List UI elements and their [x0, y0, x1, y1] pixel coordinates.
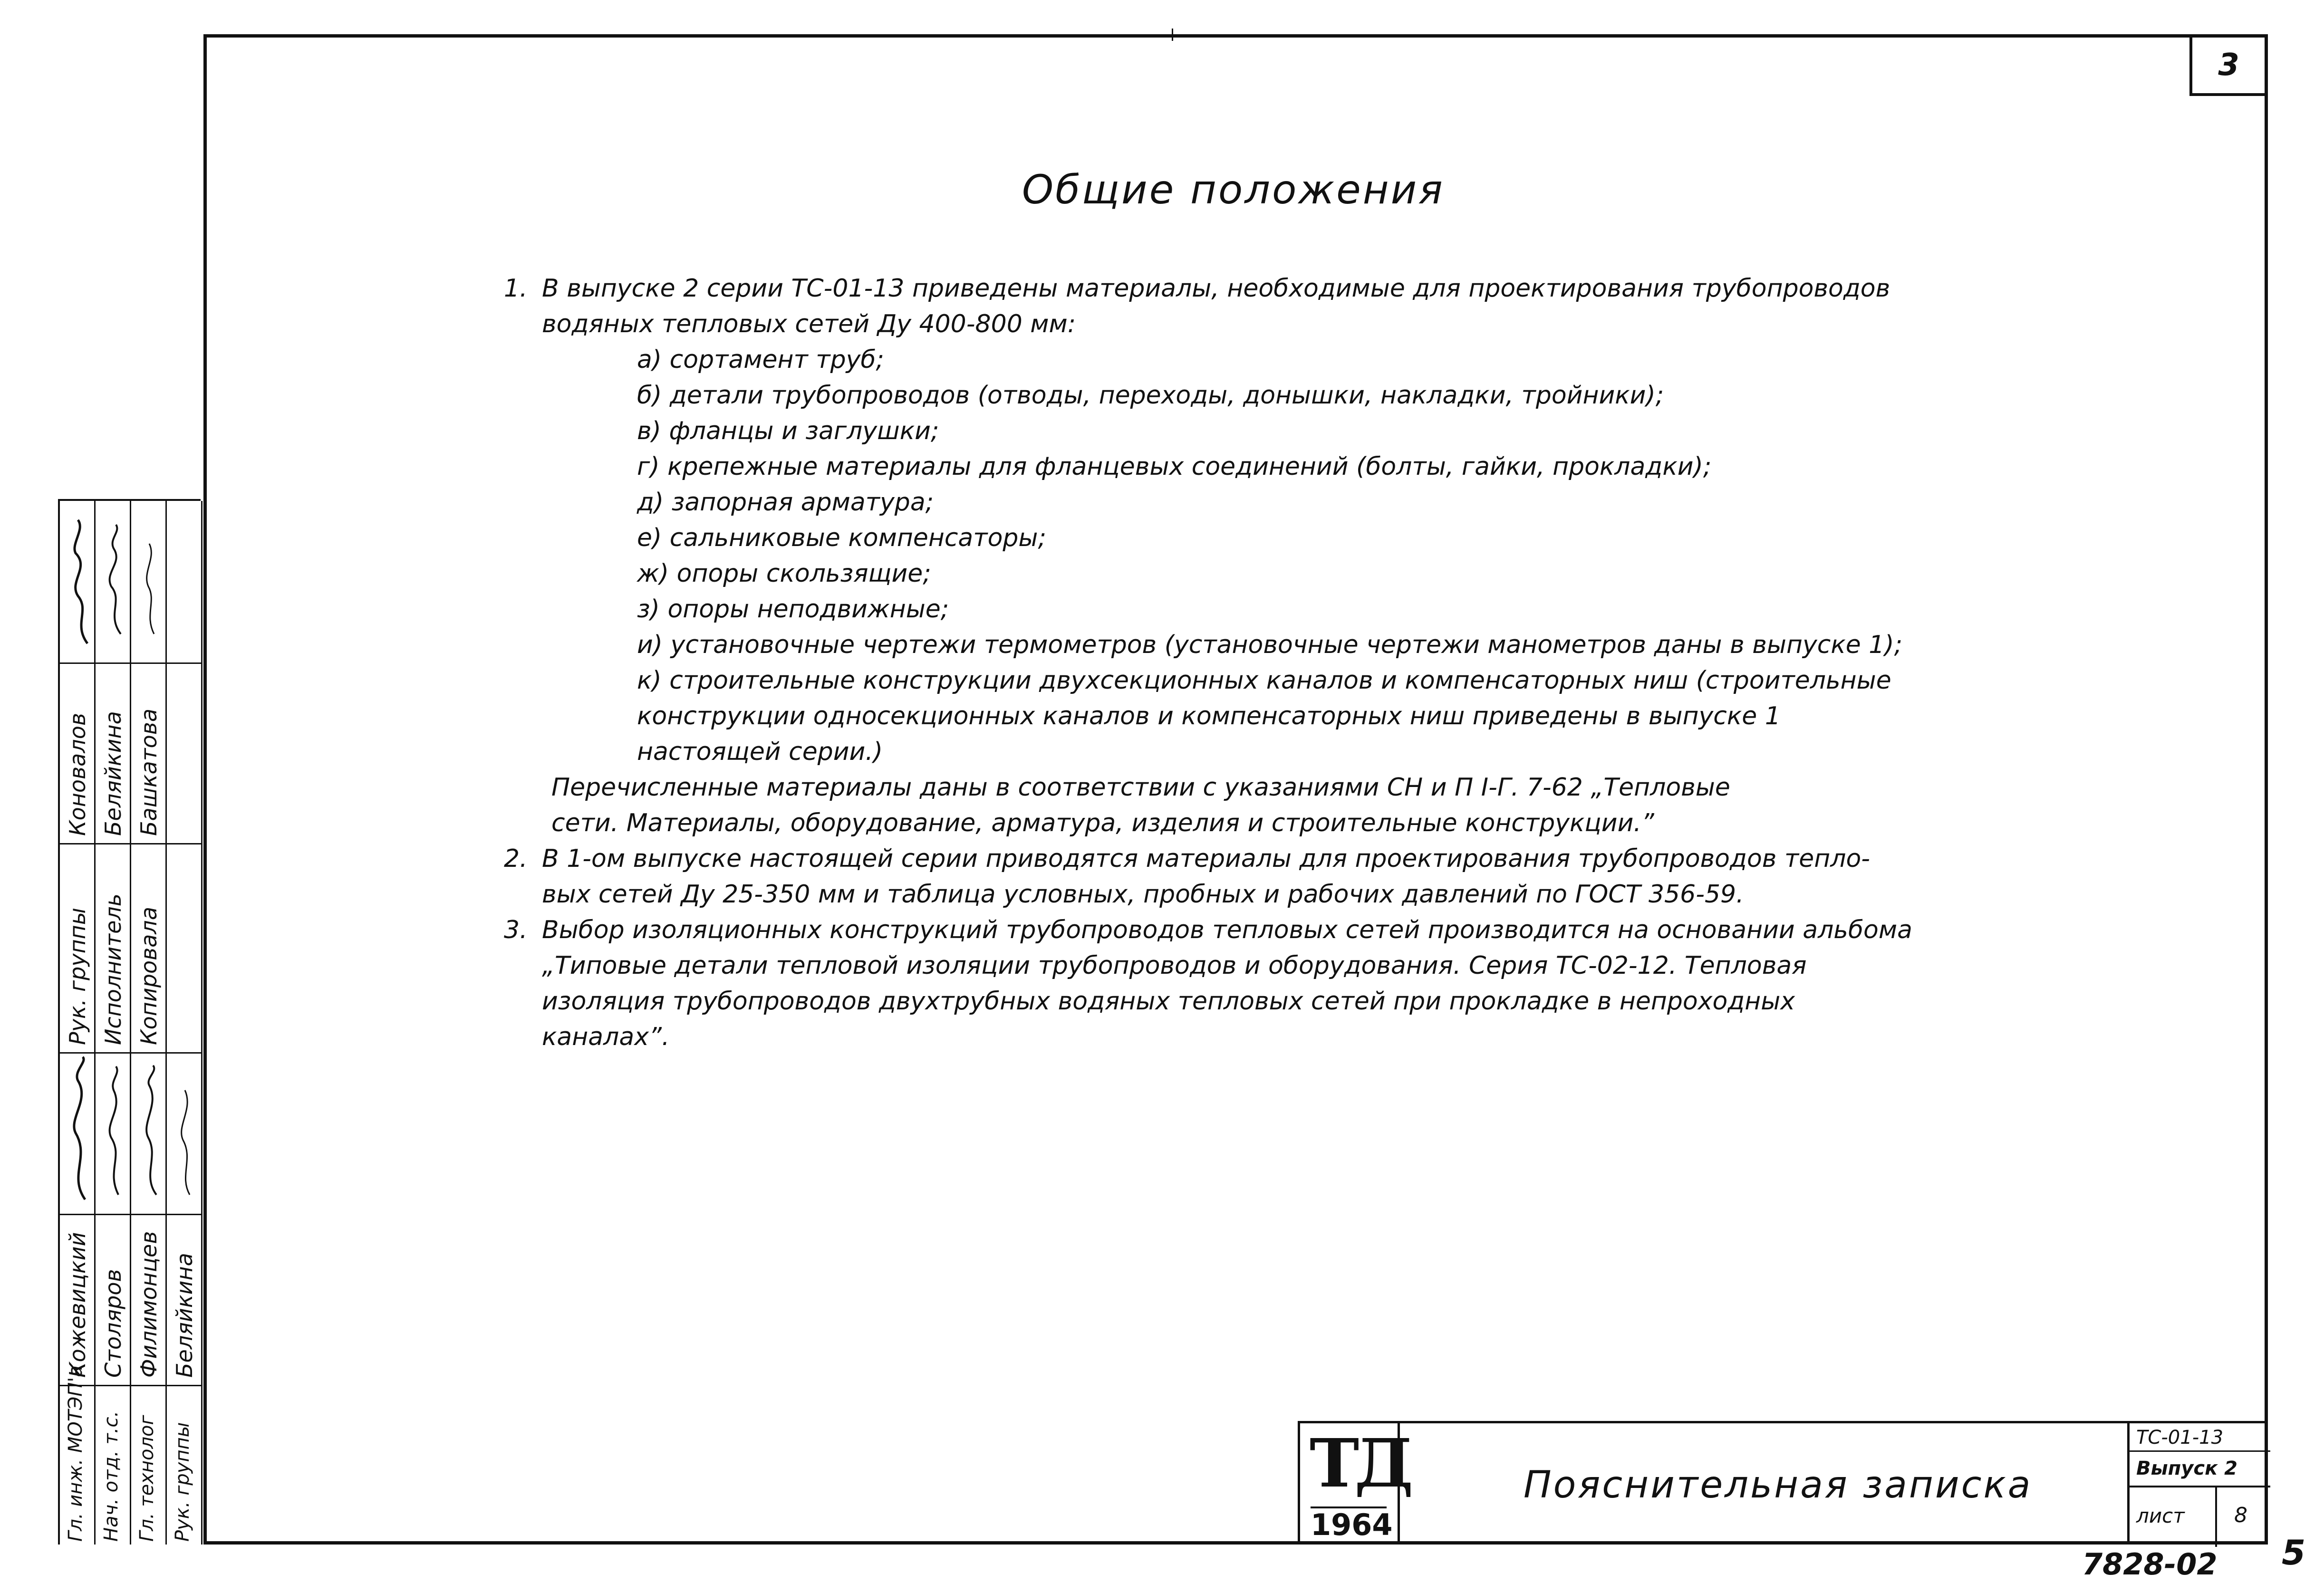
- stamp-name: Коновалов: [65, 713, 90, 836]
- page-number-box: [2189, 34, 2268, 96]
- item-2-number: 2.: [504, 844, 528, 873]
- signature-scribble: [64, 510, 95, 653]
- stamp-name: Столяров: [100, 1269, 126, 1378]
- stamp-column: [167, 501, 203, 1545]
- stamp-role: Нач. отд. т.с.: [100, 1410, 122, 1542]
- stamp-name: Филимонцев: [136, 1231, 162, 1378]
- stamp-role: Гл. инж. МОТЭП'а: [65, 1365, 87, 1542]
- sublist-item: б) детали трубопроводов (отводы, переходы, донышки, накладки, тройники);: [637, 381, 1664, 410]
- sublist-item: в) фланцы и заглушки;: [637, 417, 939, 445]
- item-2-line: В 1-ом выпуске настоящей серии приводятся материалы для проектирования трубопроводов тепло-: [542, 844, 1871, 873]
- item-3-line: „Типовые детали тепловой изоляции трубопроводов и оборудования. Серия ТС-02-12. Тепловая: [542, 951, 1807, 980]
- stamp-name: Кожевицкий: [65, 1232, 90, 1378]
- stamp-role: Рук. группы: [172, 1422, 193, 1542]
- stamp-role: Гл. технолог: [136, 1415, 158, 1542]
- stamp-name: Беляйкина: [172, 1253, 197, 1378]
- sublist-item: г) крепежные материалы для фланцевых соединений (болты, гайки, прокладки);: [637, 452, 1712, 481]
- item-3-line: каналах”.: [542, 1023, 670, 1051]
- signature-scribble: [99, 520, 130, 643]
- sublist-item: ж) опоры скользящие;: [637, 559, 931, 588]
- paragraph-line: сети. Материалы, оборудование, арматура, изделия и строительные конструкции.”: [551, 809, 1654, 837]
- signature-scribble: [135, 1062, 166, 1204]
- item-1-line-1: В выпуске 2 серии ТС-01-13 приведены материалы, необходимые для проектирования трубопроводов: [542, 274, 1890, 303]
- page-number: 3: [2218, 48, 2239, 83]
- sublist-item: к) строительные конструкции двухсекционных каналов и компенсаторных ниш (строительные: [637, 666, 1891, 695]
- publisher-logo: [1300, 1423, 1409, 1545]
- sublist-item: и) установочные чертежи термометров (установочные чертежи манометров даны в выпуске 1);: [637, 631, 1903, 659]
- sheet-label: лист: [2136, 1504, 2185, 1527]
- sheet-divider: [2215, 1487, 2217, 1547]
- stamp-role: Исполнитель: [100, 893, 126, 1045]
- item-1-number: 1.: [504, 274, 528, 303]
- item-2-line: вых сетей Ду 25-350 мм и таблица условных, пробных и рабочих давлений по ГОСТ 356-59.: [542, 880, 1744, 909]
- section-title: Общие положения: [1022, 166, 1445, 213]
- sublist-item: настоящей серии.): [637, 738, 883, 766]
- stamp-name: Беляйкина: [100, 711, 126, 836]
- stamp-role: Рук. группы: [65, 907, 90, 1045]
- archive-code: 7828-02: [2082, 1547, 2218, 1582]
- signature-scribble: [135, 520, 166, 643]
- sublist-item: д) запорная арматура;: [637, 488, 934, 517]
- stamp-row-divider: [60, 843, 203, 844]
- title-block: [1298, 1421, 2268, 1545]
- logo-year: 1964: [1311, 1507, 1393, 1542]
- corner-number: 5: [2282, 1533, 2306, 1573]
- signature-scribble: [99, 1062, 130, 1204]
- stamp-row-divider: [60, 662, 203, 664]
- issue-label: Выпуск 2: [2130, 1452, 2270, 1487]
- item-1-line-2: водяных тепловых сетей Ду 400-800 мм:: [542, 310, 1076, 338]
- stamp-row-divider: [60, 1214, 203, 1215]
- code-cell: [2127, 1423, 2270, 1545]
- series-code: ТС-01-13: [2130, 1423, 2270, 1452]
- approval-stamp: [58, 499, 201, 1545]
- paragraph-line: Перечисленные материалы даны в соответствии с указаниями СН и П I-Г. 7-62 „Тепловые: [551, 773, 1730, 802]
- item-3-line: Выбор изоляционных конструкций трубопроводов тепловых сетей производится на основании альбома: [542, 916, 1912, 944]
- sublist-item: з) опоры неподвижные;: [637, 595, 949, 624]
- sublist-item: е) сальниковые компенсаторы;: [637, 524, 1046, 552]
- logo-letters: ТД: [1310, 1425, 1409, 1503]
- item-3-line: изоляция трубопроводов двухтрубных водяных тепловых сетей при прокладке в непроходных: [542, 987, 1795, 1016]
- sheet-number: 8: [2234, 1503, 2247, 1527]
- stamp-name: Башкатова: [136, 708, 162, 836]
- sublist-item: а) сортамент труб;: [637, 345, 884, 374]
- document-title: Пояснительная записка: [1524, 1464, 2033, 1506]
- sublist-item: конструкции односекционных каналов и компенсаторных ниш приведены в выпуске 1: [637, 702, 1781, 730]
- signature-scribble: [64, 1052, 95, 1209]
- item-3-number: 3.: [504, 916, 528, 944]
- signature-scribble: [171, 1062, 202, 1204]
- stamp-role: Копировала: [136, 906, 162, 1045]
